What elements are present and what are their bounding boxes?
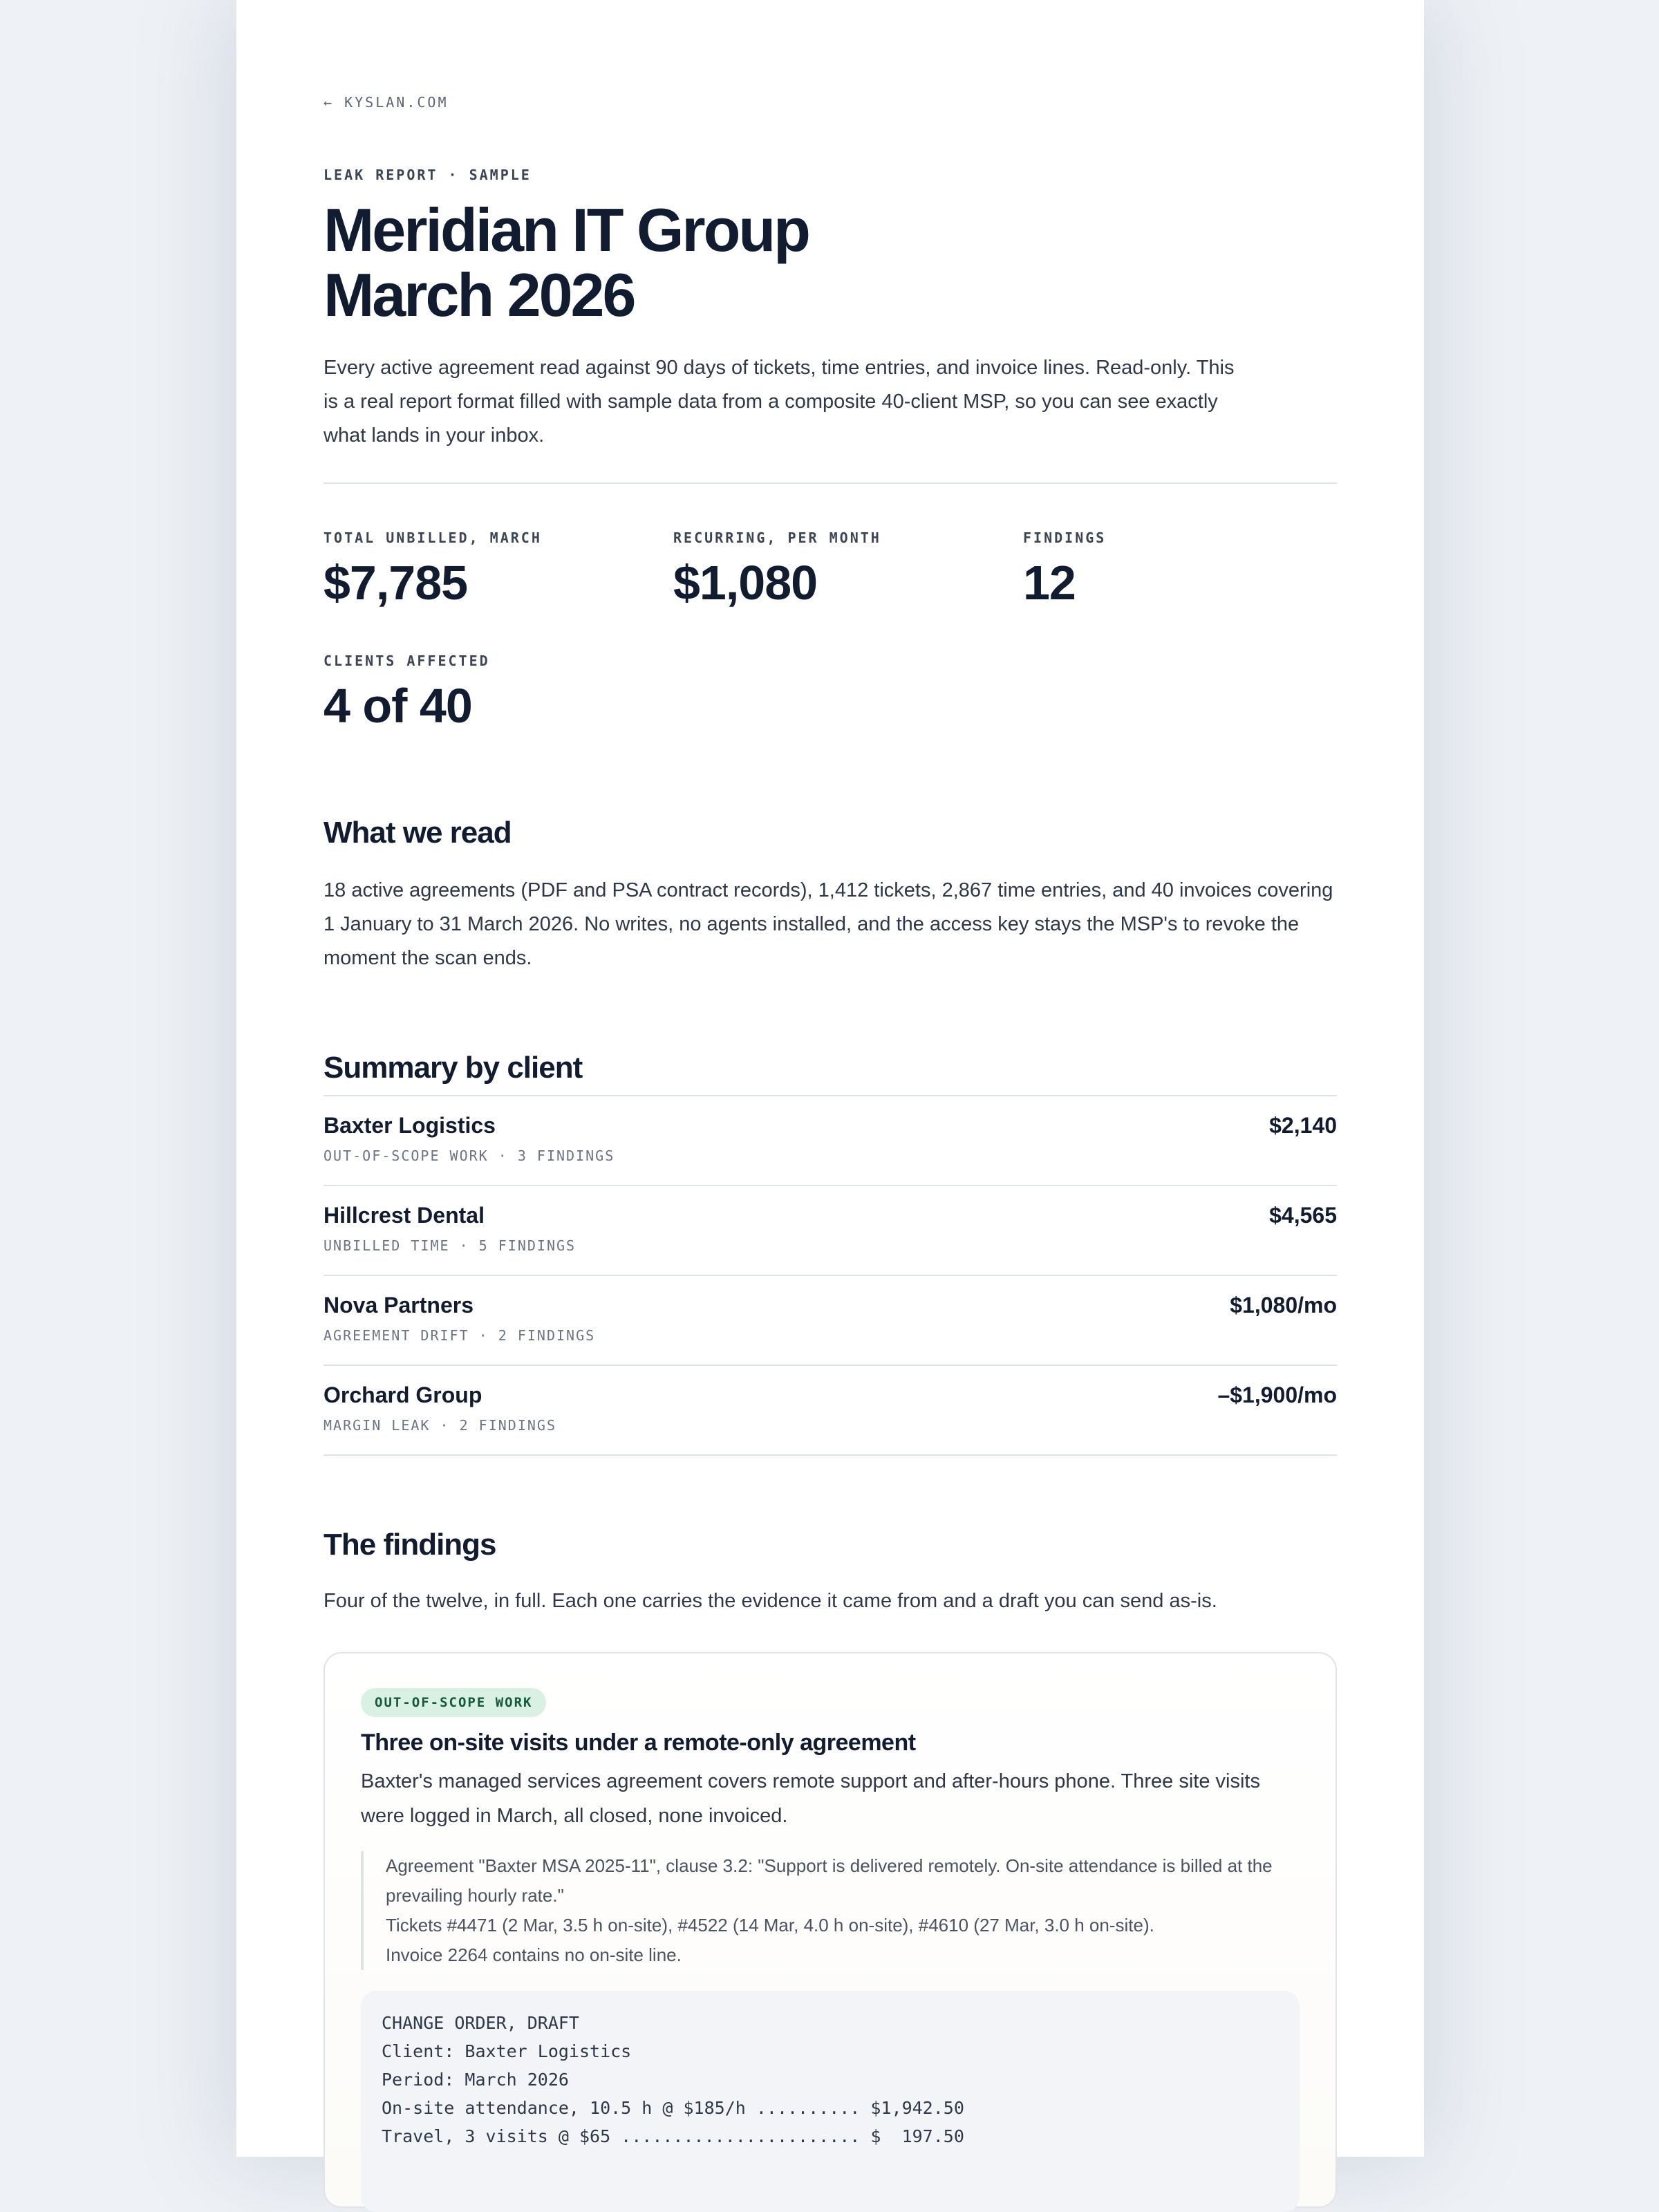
summary-heading: Summary by client (324, 1051, 583, 1085)
draft-line: Travel, 3 visits @ $65 ....................... $ 197.50 (382, 2126, 964, 2146)
client-name: Baxter Logistics (324, 1113, 496, 1138)
title-line-2: March 2026 (324, 261, 635, 329)
finding-badge: OUT-OF-SCOPE WORK (361, 1688, 546, 1717)
stat-value: 12 (1023, 556, 1076, 610)
stat-clients-affected (324, 653, 490, 733)
stat-label: RECURRING, PER MONTH (673, 529, 881, 546)
client-amount: $4,565 (1269, 1203, 1337, 1228)
stat-recurring (673, 529, 881, 610)
client-name: Orchard Group (324, 1382, 482, 1407)
finding-evidence (361, 1851, 1309, 1970)
findings-heading: The findings (324, 1528, 496, 1562)
stat-total-unbilled (324, 529, 542, 610)
finding-card (324, 1652, 1337, 2208)
client-name: Hillcrest Dental (324, 1203, 485, 1228)
back-link[interactable]: ← KYSLAN.COM (324, 94, 449, 111)
summary-row (324, 1275, 1337, 1365)
draft-line: Period: March 2026 (382, 2070, 569, 2090)
finding-body: Baxter's managed services agreement covers remote support and after-hours phone. Three site visits were logged in March, all closed, none invoiced. (361, 1770, 1260, 1827)
draft-line: On-site attendance, 10.5 h @ $185/h .......... $1,942.50 (382, 2098, 964, 2118)
page-title (324, 198, 809, 328)
stat-value: $7,785 (324, 556, 468, 610)
client-meta: OUT-OF-SCOPE WORK · 3 FINDINGS (324, 1147, 615, 1164)
what-we-read-text: 18 active agreements (PDF and PSA contract records), 1,412 tickets, 2,867 time entries, and 40 invoices covering 1 January to 31 March 2026. No writes, no agents installed, and the access key stays the MSP's to revoke the moment the scan ends. (324, 879, 1333, 969)
what-we-read-heading: What we read (324, 816, 512, 850)
stat-findings (1023, 529, 1107, 610)
change-order-draft (361, 1991, 1300, 2212)
stat-label: TOTAL UNBILLED, MARCH (324, 529, 542, 546)
client-meta: MARGIN LEAK · 2 FINDINGS (324, 1417, 556, 1434)
stat-label: FINDINGS (1023, 529, 1107, 546)
divider (324, 482, 1337, 484)
report-page (236, 0, 1424, 2157)
draft-text (382, 2009, 964, 2150)
client-meta: AGREEMENT DRIFT · 2 FINDINGS (324, 1327, 596, 1344)
stat-value: $1,080 (673, 556, 818, 610)
client-meta: UNBILLED TIME · 5 FINDINGS (324, 1237, 577, 1254)
draft-line: Client: Baxter Logistics (382, 2041, 632, 2061)
findings-intro: Four of the twelve, in full. Each one carries the evidence it came from and a draft you can send as-is. (324, 1590, 1217, 1612)
summary-table (324, 1095, 1337, 1456)
evidence-line: Tickets #4471 (2 Mar, 3.5 h on-site), #4522 (14 Mar, 4.0 h on-site), #4610 (27 Mar, 3.0 h on-site). (386, 1915, 1154, 1936)
client-amount: $1,080/mo (1230, 1293, 1337, 1318)
finding-title: Three on-site visits under a remote-only agreement (361, 1730, 916, 1756)
summary-row (324, 1365, 1337, 1456)
client-amount: $2,140 (1269, 1113, 1337, 1138)
stat-value: 4 of 40 (324, 679, 472, 733)
client-name: Nova Partners (324, 1293, 474, 1318)
report-eyebrow: LEAK REPORT · SAMPLE (324, 167, 532, 183)
evidence-line: Agreement "Baxter MSA 2025-11", clause 3.2: "Support is delivered remotely. On-site attendance is billed at the prevailing hourly rate." (386, 1855, 1273, 1906)
summary-row (324, 1185, 1337, 1275)
title-line-1: Meridian IT Group (324, 196, 809, 264)
client-amount: –$1,900/mo (1217, 1382, 1337, 1407)
evidence-line: Invoice 2264 contains no on-site line. (386, 1944, 682, 1965)
intro-paragraph: Every active agreement read against 90 days of tickets, time entries, and invoice lines. Read-only. This is a real report format filled with sample data from a composite 40-client MSP, so you can see exactly what lands in your inbox. (324, 357, 1235, 447)
stat-label: CLIENTS AFFECTED (324, 653, 490, 669)
draft-line: CHANGE ORDER, DRAFT (382, 2013, 579, 2033)
summary-row (324, 1095, 1337, 1185)
